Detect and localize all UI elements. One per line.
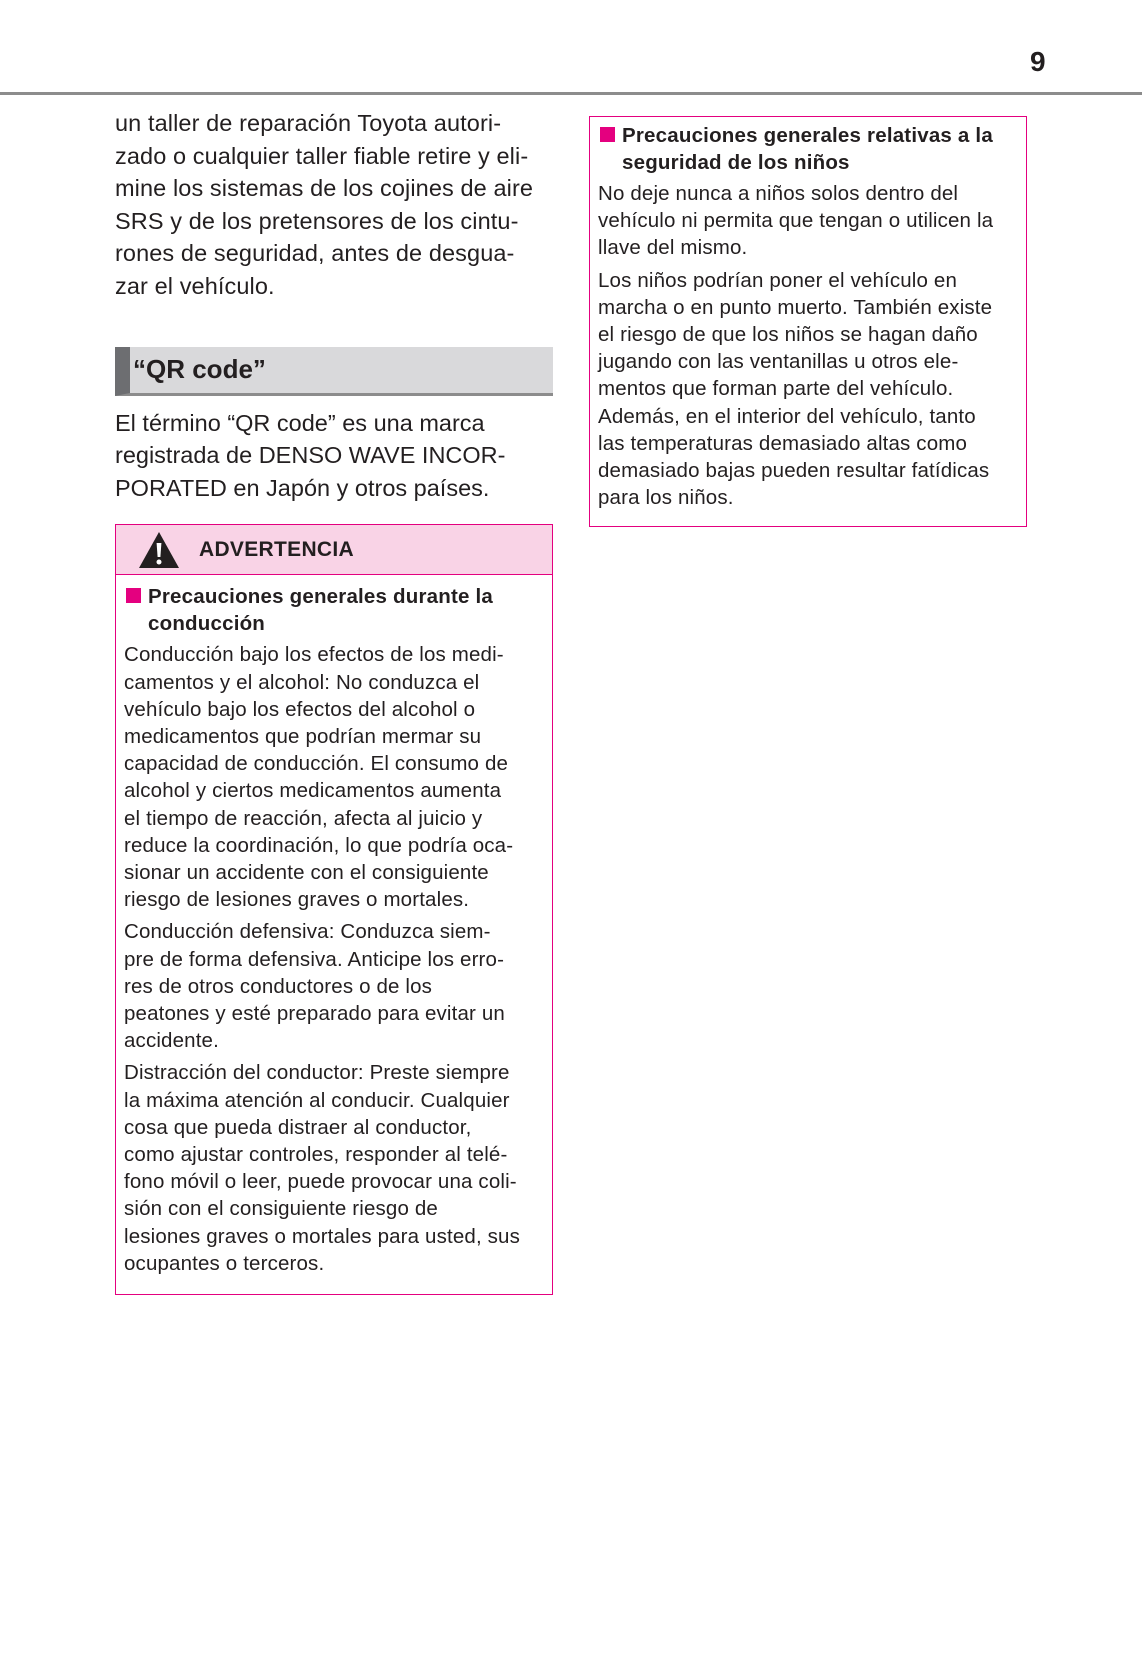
header-rule — [0, 92, 1142, 95]
caution-paragraph: No deje nunca a niños solos dentro del vehículo ni permita que tengan o utilicen la llave del mismo. — [598, 182, 994, 260]
square-bullet-icon — [126, 588, 141, 603]
warning-paragraph: Distracción del conductor: Preste siempre la máxima atención al conducir. Cualquier cosa que pueda distraer al conductor, como ajustar controles, responder al telé- fono móvil o leer, puede provocar una coli- sión con el consiguiente riesgo de lesiones graves o mortales para usted, sus ocupantes o terceros. — [124, 1061, 520, 1275]
warning-box — [115, 524, 553, 1295]
caution-box — [589, 116, 1027, 527]
page-number: 9 — [1030, 46, 1046, 77]
square-bullet-icon — [600, 127, 615, 142]
caution-subheading-text: Precauciones generales relativas a la seguridad de los niños — [622, 124, 993, 174]
section-heading-title: “QR code” — [133, 354, 266, 385]
right-column — [589, 116, 1027, 527]
warning-paragraph: Conducción bajo los efectos de los medi- camentos y el alcohol: No conduzca el vehículo bajo los efectos del alcohol o medicamentos que podrían mermar su capacidad de conducción. El consumo de alcohol y ciertos medicamentos aumenta el tiempo de reacción, afecta al juicio y reduce la coordinación, lo que podría oca- sionar un accidente con el consiguiente riesgo de lesiones graves o mortales. — [124, 643, 514, 912]
intro-text: un taller de reparación Toyota autori- zado o cualquier taller fiable retire y eli- mine los sistemas de los cojines de aire SRS y de los pretensores de los cintu- rones de seguridad, antes de desgua- zar el vehículo. — [115, 110, 534, 299]
warning-subheading-text: Precauciones generales durante la conducción — [148, 585, 494, 636]
warning-paragraph: Conducción defensiva: Conduzca siem- pre de forma defensiva. Anticipe los erro- res de otros conductores o de los peatones y esté preparado para evitar un accidente. — [124, 920, 505, 1053]
warning-subheading — [124, 583, 544, 637]
warning-triangle-icon — [138, 531, 180, 569]
section-heading — [115, 347, 553, 396]
caution-paragraph: Los niños podrían poner el vehículo en marcha o en punto muerto. También existe el riesgo de que los niños se hagan daño jugando con las ventanillas u otros ele- mentos que forman parte del vehículo. Además, en el interior del vehículo, tanto las temperaturas demasiado altas como demasiado bajas pueden resultar fatídicas para los niños. — [598, 268, 993, 510]
warning-header — [116, 525, 552, 575]
section-text: El término “QR code” es una marca registrada de DENSO WAVE INCOR- PORATED en Japón y otros países. — [115, 409, 506, 501]
caution-subheading — [598, 122, 1018, 176]
left-column — [115, 107, 553, 1295]
warning-title: ADVERTENCIA — [199, 538, 354, 562]
warning-body — [116, 575, 552, 1294]
